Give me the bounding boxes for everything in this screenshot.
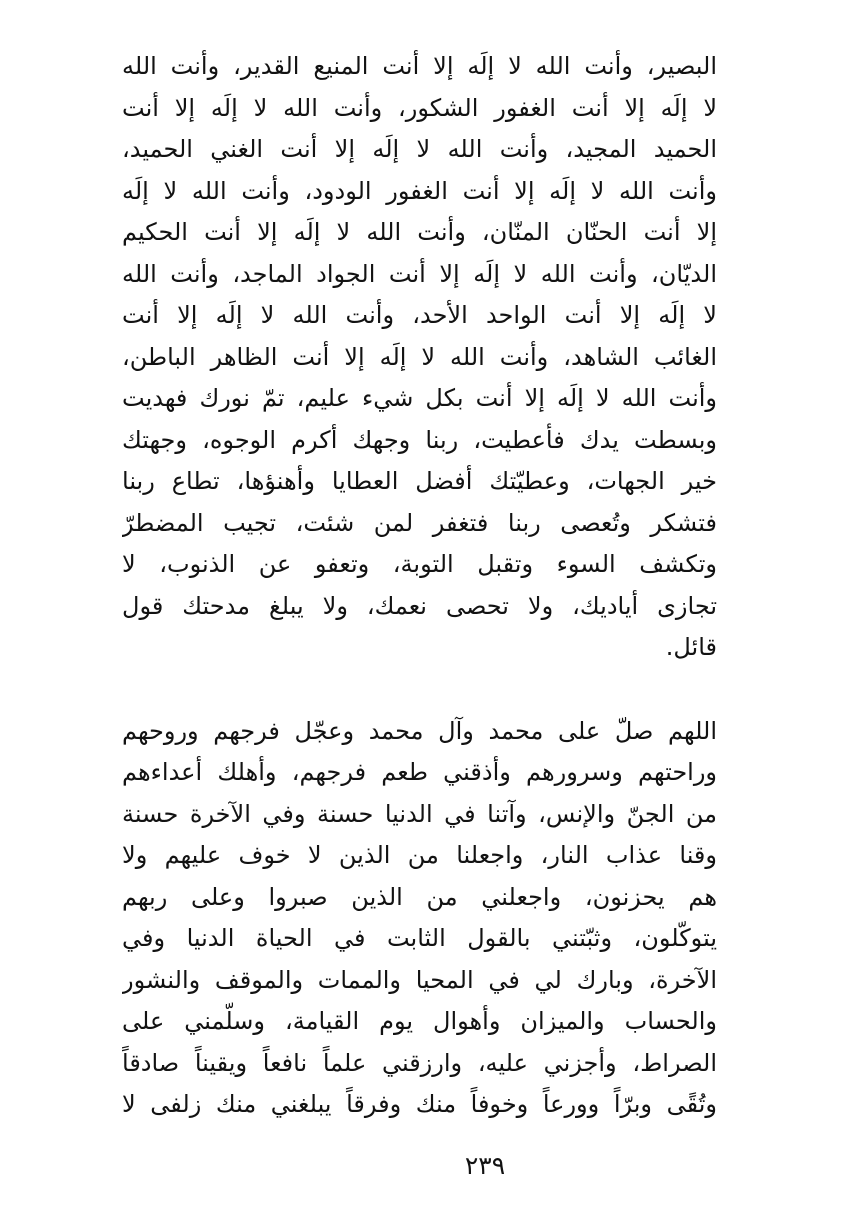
text-line: من الجنّ والإنس، وآتنا في الدنيا حسنة وفي الآخرة حسنة xyxy=(122,799,717,828)
text-line: وأنت الله لا إلَه إلا أنت الغفور الودود، وأنت الله لا إلَه xyxy=(122,176,717,205)
text-line: تجازى أياديك، ولا تحصى نعمك، ولا يبلغ مدحتك قول xyxy=(122,591,717,620)
text-line: الديّان، وأنت الله لا إلَه إلا أنت الجواد الماجد، وأنت الله xyxy=(122,259,717,288)
text-line: قائل. xyxy=(665,633,717,661)
text-line: إلا أنت الحنّان المنّان، وأنت الله لا إلَه إلا أنت الحكيم xyxy=(122,218,717,246)
text-line: الصراط، وأجزني عليه، وارزقني علماً نافعاً ويقيناً صادقاً xyxy=(122,1048,717,1077)
page-number: ٢٣٩ xyxy=(464,1151,506,1180)
text-line: وبسطت يدك فأعطيت، ربنا وجهك أكرم الوجوه، وجهتك xyxy=(122,425,717,454)
text-line: هم يحزنون، واجعلني من الذين صبروا وعلى ربهم xyxy=(122,882,717,911)
text-line: خير الجهات، وعطيّتك أفضل العطايا وأهنؤها، تطاع ربنا xyxy=(122,467,717,495)
dua-paragraph-2 xyxy=(122,711,717,1126)
text-line: والحساب والميزان وأهوال يوم القيامة، وسلّمني على xyxy=(122,1007,717,1035)
text-line: الغائب الشاهد، وأنت الله لا إلَه إلا أنت الظاهر الباطن، xyxy=(122,342,717,371)
text-line: لا إلَه إلا أنت الغفور الشكور، وأنت الله لا إلَه إلا أنت xyxy=(122,93,717,122)
text-line: وراحتهم وسرورهم وأذقني طعم فرجهم، وأهلك أعداءهم xyxy=(122,758,717,786)
text-line: وتُقًى وبرّاً وورعاً وخوفاً منك وفرقاً يبلغني منك زلفى لا xyxy=(122,1090,717,1118)
text-line: اللهم صلّ على محمد وآل محمد وعجّل فرجهم وروحهم xyxy=(122,716,717,745)
text-line: وقنا عذاب النار، واجعلنا من الذين لا خوف عليهم ولا xyxy=(122,841,717,869)
text-line: يتوكّلون، وثبّتني بالقول الثابت في الحياة الدنيا وفي xyxy=(122,924,717,952)
text-line: لا إلَه إلا أنت الواحد الأحد، وأنت الله لا إلَه إلا أنت xyxy=(122,301,717,329)
dua-paragraph-1 xyxy=(122,46,717,669)
text-line: وتكشف السوء وتقبل التوبة، وتعفو عن الذنوب، لا xyxy=(122,550,717,578)
text-line: الآخرة، وبارك لي في المحيا والممات والموقف والنشور xyxy=(122,965,717,994)
text-line: فتشكر وتُعصى ربنا فتغفر لمن شئت، تجيب المضطرّ xyxy=(122,508,717,537)
text-line: البصير، وأنت الله لا إلَه إلا أنت المنيع القدير، وأنت الله xyxy=(122,52,717,80)
text-line: وأنت الله لا إلَه إلا أنت بكل شيء عليم، تمّ نورك فهديت xyxy=(122,384,717,412)
page-text-block xyxy=(122,46,717,1126)
text-line: الحميد المجيد، وأنت الله لا إلَه إلا أنت الغني الحميد، xyxy=(122,135,717,163)
